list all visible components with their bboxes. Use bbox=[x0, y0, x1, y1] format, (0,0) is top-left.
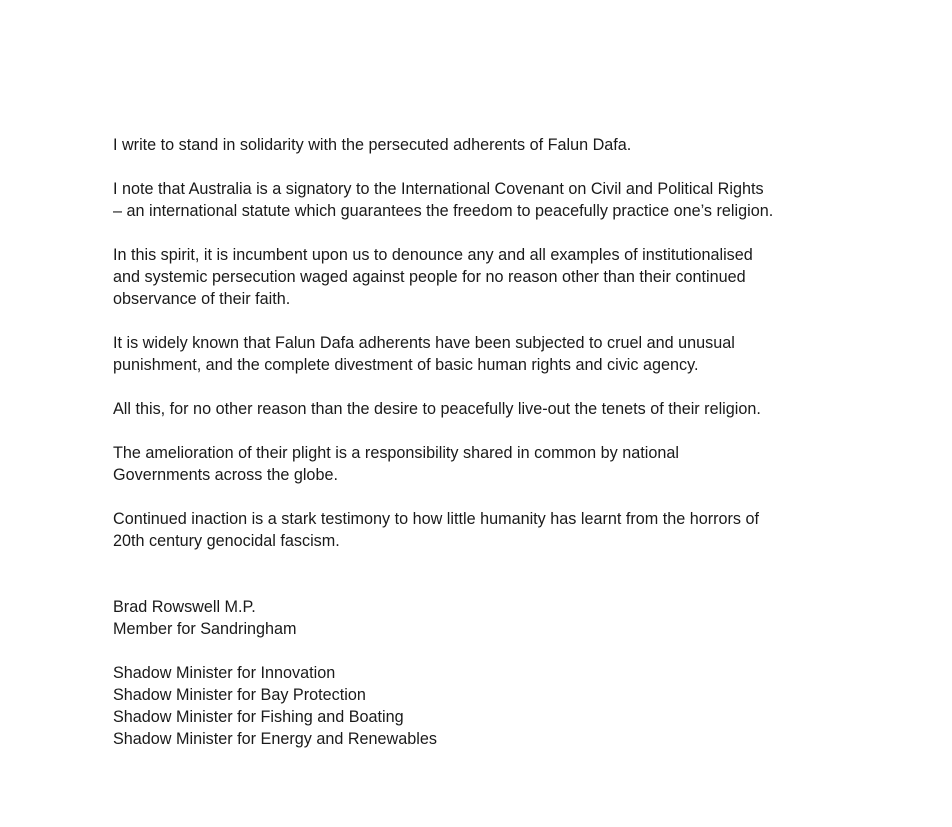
letter-body bbox=[113, 134, 853, 750]
role-item: Shadow Minister for Innovation bbox=[113, 664, 336, 682]
signatory-title: Member for Sandringham bbox=[113, 620, 297, 638]
signature-block bbox=[113, 596, 853, 750]
paragraph-amelioration: The amelioration of their plight is a responsibility shared in common by national Governments across the globe. bbox=[113, 444, 679, 484]
paragraph-solidarity: I write to stand in solidarity with the persecuted adherents of Falun Dafa. bbox=[113, 136, 632, 154]
role-item: Shadow Minister for Fishing and Boating bbox=[113, 708, 404, 726]
paragraph-denounce: In this spirit, it is incumbent upon us to denounce any and all examples of institutionalised and systemic persecution waged against people for no reason other than their continued observance of their faith. bbox=[113, 246, 753, 308]
role-item: Shadow Minister for Bay Protection bbox=[113, 686, 366, 704]
paragraph-no-reason: All this, for no other reason than the desire to peacefully live-out the tenets of their religion. bbox=[113, 400, 761, 418]
signatory-name: Brad Rowswell M.P. bbox=[113, 598, 256, 616]
paragraph-inaction: Continued inaction is a stark testimony to how little humanity has learnt from the horrors of 20th century genocidal fascism. bbox=[113, 510, 760, 550]
paragraph-covenant: I note that Australia is a signatory to the International Covenant on Civil and Political Rights – an international statute which guarantees the freedom to peacefully practice one’s religion. bbox=[113, 180, 774, 220]
roles-list bbox=[113, 662, 853, 750]
role-item: Shadow Minister for Energy and Renewables bbox=[113, 730, 437, 748]
paragraph-punishment: It is widely known that Falun Dafa adherents have been subjected to cruel and unusual punishment, and the complete divestment of basic human rights and civic agency. bbox=[113, 334, 735, 374]
